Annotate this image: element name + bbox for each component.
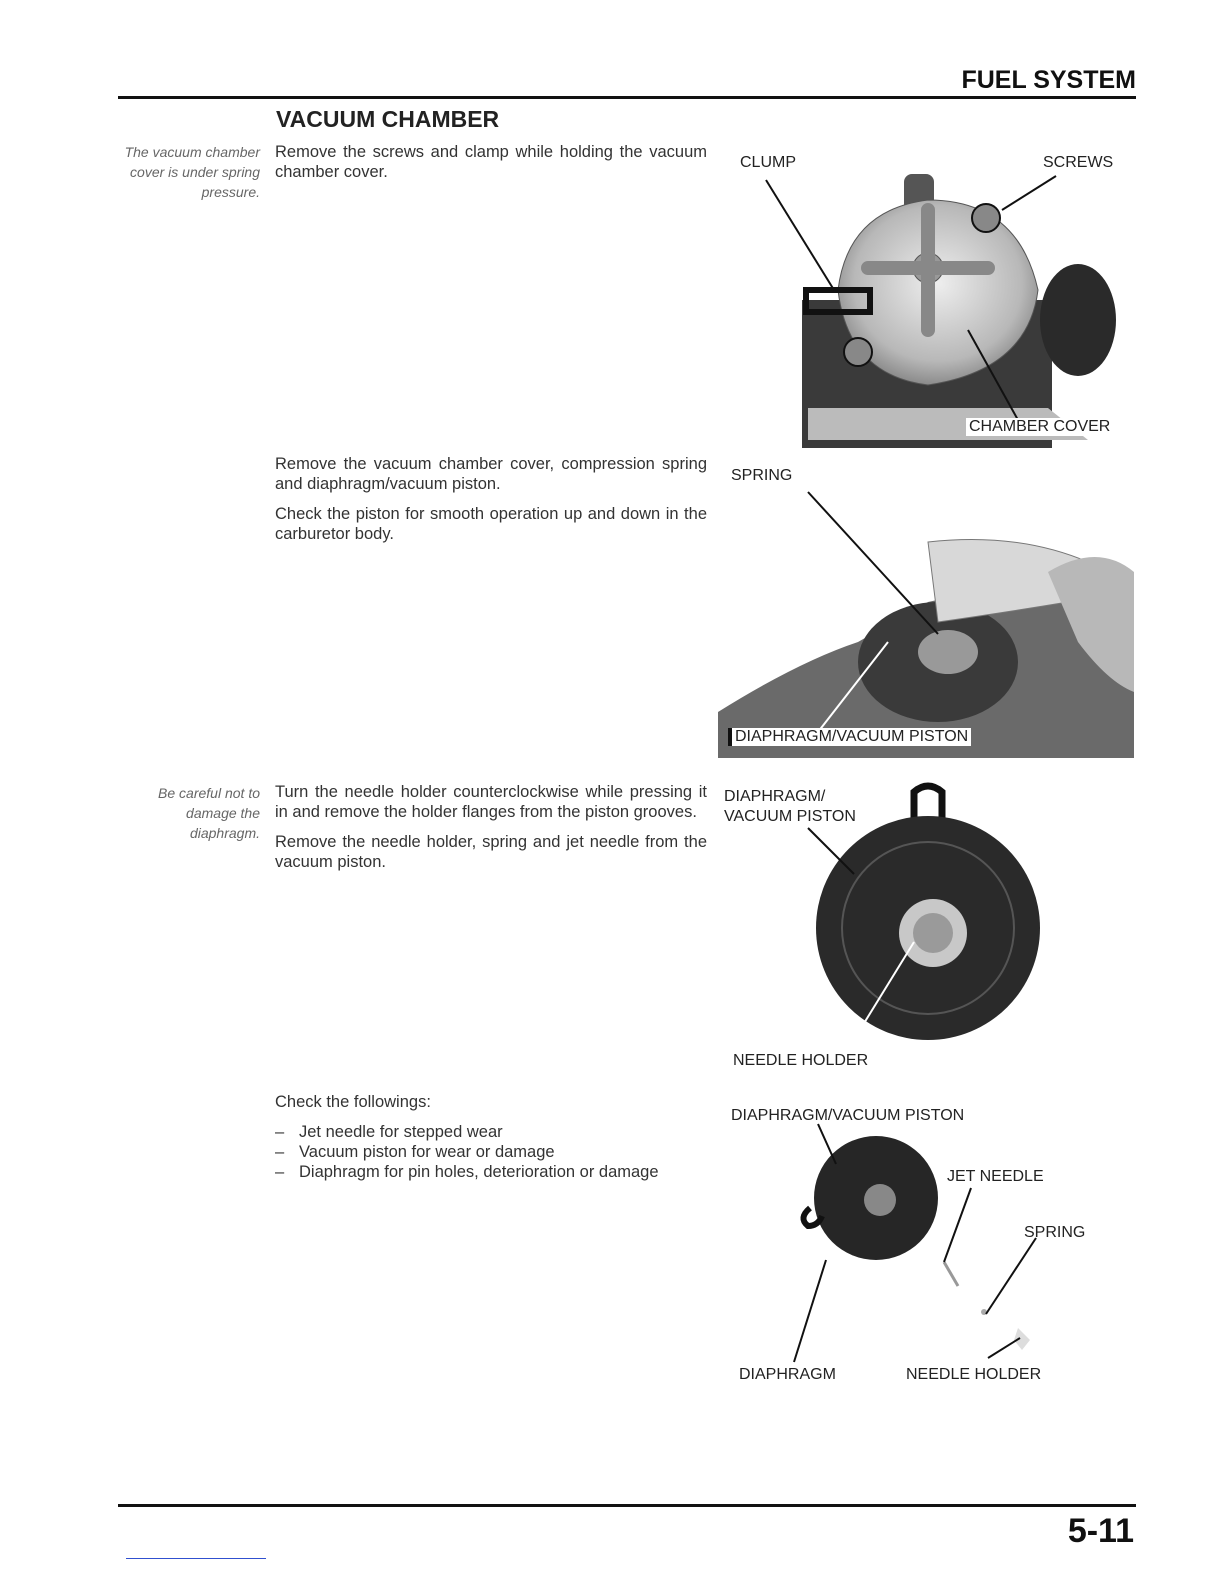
step-2-text	[275, 454, 707, 554]
label-spring: SPRING	[731, 467, 793, 484]
side-note-spring-pressure: The vacuum chamber cover is under spring pressure.	[124, 144, 260, 200]
label-diaphragm: DIAPHRAGM	[739, 1366, 836, 1383]
label-needle-holder: NEEDLE HOLDER	[906, 1366, 1042, 1383]
step-1-text	[275, 142, 707, 192]
side-note-diaphragm-caution: Be careful not to damage the diaphragm.	[158, 785, 260, 841]
step-paragraph: Check the followings:	[275, 1093, 431, 1111]
list-item: – Diaphragm for pin holes, deterioration or damage	[275, 1163, 659, 1181]
spring-photo	[718, 462, 1134, 758]
label-spring: SPRING	[1024, 1224, 1086, 1241]
label-screws: SCREWS	[1043, 154, 1114, 171]
label-diaphragm-vacuum-piston: DIAPHRAGM/VACUUM PISTON	[728, 728, 971, 746]
header-rule	[118, 96, 1136, 99]
label-clump: CLUMP	[740, 154, 797, 171]
figure-disassembled-parts	[718, 1100, 1134, 1400]
label-diaphragm-vacuum-piston: DIAPHRAGM/VACUUM PISTON	[731, 1107, 965, 1124]
step-paragraph: Turn the needle holder counterclockwise while pressing it in and remove the holder flanges from the piston grooves.	[275, 783, 707, 821]
footer-rule	[118, 1504, 1136, 1507]
step-paragraph: Remove the needle holder, spring and jet needle from the vacuum piston.	[275, 833, 707, 871]
step-paragraph: Remove the screws and clamp while holding the vacuum chamber cover.	[275, 143, 707, 181]
link-underline	[126, 1558, 266, 1559]
parts-photo	[718, 1100, 1134, 1400]
label-needle-holder: NEEDLE HOLDER	[733, 1052, 869, 1069]
carburetor-photo	[718, 140, 1134, 448]
section-title: VACUUM CHAMBER	[276, 106, 500, 132]
step-3-text	[275, 782, 707, 882]
list-item: – Vacuum piston for wear or damage	[275, 1143, 555, 1161]
check-list	[275, 1122, 707, 1182]
label-diaphragm-line1: DIAPHRAGM/	[724, 788, 826, 805]
label-vacuum-piston-line2: VACUUM PISTON	[724, 808, 856, 825]
running-header: FUEL SYSTEM	[961, 66, 1136, 94]
label-jet-needle: JET NEEDLE	[947, 1168, 1044, 1185]
figure-chamber-cover	[718, 140, 1134, 448]
figure-spring-removal	[718, 462, 1134, 758]
step-paragraph: Check the piston for smooth operation up and down in the carburetor body.	[275, 505, 707, 543]
label-chamber-cover: CHAMBER COVER	[966, 418, 1113, 436]
figure-needle-holder	[718, 778, 1134, 1078]
page-number: 5-11	[1067, 1512, 1134, 1550]
list-item: – Jet needle for stepped wear	[275, 1123, 503, 1141]
step-4-text	[275, 1092, 707, 1182]
step-paragraph: Remove the vacuum chamber cover, compression spring and diaphragm/vacuum piston.	[275, 455, 707, 493]
